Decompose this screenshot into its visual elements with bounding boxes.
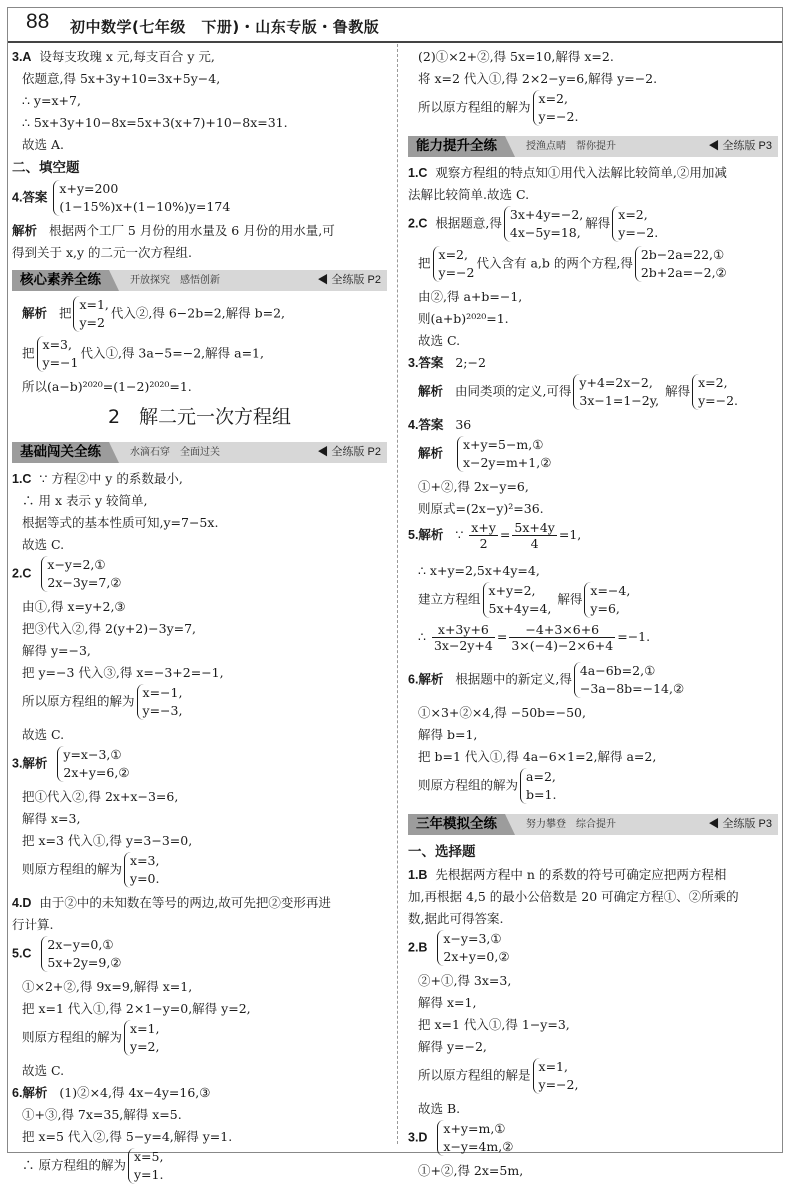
basic-6-part2: (2)①×2+②,得 5x=10,解得 x=2. 将 x=2 代入①,得 2×2−y=6,解得 y=−2. 所以原方程组的解为 x=2, y=−2. [408,46,778,130]
analysis-label: 解析 [12,224,38,238]
page-header [8,8,782,43]
equation-system: 4a−6b=2,① −3a−8b=−14,② [574,662,684,698]
text: 根据两个工厂 5 月份的用水量及 6 月份的用水量,可 [48,223,335,238]
analysis-label: 解析 [418,384,444,399]
text: 解得 b=1, [418,727,478,742]
section-band-mock [408,814,778,835]
question-number: 4.答案 [12,190,48,205]
band-subtitle: 开放探究 感悟创新 [130,275,220,286]
mock-2: 2.B x−y=3,① 2x+y=0,② ②+①,得 3x=3, 解得 x=1, 把 x=1 代入①,得 1−y=3, 解得 y=−2, 所以原方程组的解是 x=1, y=−2, 故选 B. [408,930,778,1120]
section-band-basic [12,442,387,463]
page-number: 88 [26,10,50,33]
text: 把 x=1 代入①,得 1−y=3, [418,1017,570,1032]
text: 解得 x=3, [22,811,81,826]
equation-system: x−y=2,① 2x−3y=7,② [41,556,121,592]
question-number: 5.C [12,946,32,961]
book-title: 初中数学(七年级 下册)・山东专版・鲁教版 [70,18,380,36]
question-number: 1.B [408,868,428,882]
equation-system: y+4=2x−2, 3x−1=1−2y, [573,374,659,410]
text: 解得 y=−3, [22,643,91,658]
text: 行计算. [12,917,54,932]
equation-system: x=2, y=−2. [692,374,738,410]
text: 加,再根据 4,5 的最小公倍数是 20 可确定方程①、②所乘的 [408,889,739,904]
equation-system: x=−4, y=6, [584,582,630,618]
equation-system: x=2, y=−2. [612,206,658,242]
band-subtitle: 水滴石穿 全面过关 [130,447,220,458]
band-reference: ◀ 全练版 P2 [317,446,381,458]
mock-3 [408,1120,778,1182]
text: 由①,得 x=y+2,③ [22,599,126,614]
band-title: 能力提升全练 [408,136,505,157]
text: ①+②,得 2x−y=6, [418,479,529,494]
text: 把 y=−3 代入③,得 x=−3+2=−1, [22,665,224,680]
text: 数,据此可得答案. [408,911,504,926]
question-number: 2.C [408,216,428,231]
band-title: 三年模拟全练 [408,814,505,835]
equation-system: x+y=200 (1−15%)x+(1−10%)y=174 [53,180,230,216]
band-reference: ◀ 全练版 P2 [317,274,381,286]
question-number: 3.解析 [12,756,48,771]
band-subtitle: 努力攀登 综合提升 [526,819,616,830]
basic-5: 5.C 2x−y=0,① 5x+2y=9,② ①×2+②,得 9x=9,解得 x=1, 把 x=1 代入①,得 2×1−y=0,解得 y=2, 则原方程组的解为 x=1, y=2, 故选 C. [12,936,387,1082]
question-number: 3.D [408,1130,428,1145]
question-number: 2.C [12,566,32,581]
equation-system: x=1, y=−2, [533,1058,579,1094]
text: ∴ 5x+3y+10−8x=5x+3(x+7)+10−8x=31. [22,115,288,130]
question-number: 1.C [12,472,32,486]
analysis-label: 解析 [22,306,48,321]
text: ∴ 用 x 表示 y 较简单, [22,493,148,508]
text: 依题意,得 5x+3y+10=3x+5y−4, [22,71,221,86]
fraction: $\frac{x+y}{2}$ [471,520,496,551]
equation-system: 3x+4y=−2, 4x−5y=18, [504,206,583,242]
band-title: 基础闯关全练 [12,442,109,463]
text: 解得 x=1, [418,995,477,1010]
equation-system: x=1, y=2, [124,1020,159,1056]
right-column [408,46,778,1182]
band-reference: ◀ 全练版 P3 [708,818,772,830]
text: 故选 B. [418,1101,461,1116]
text: ①+②,得 2x=5m, [418,1163,524,1178]
fraction: $\frac{-4+3\times 6+6}{3\times(-4)-2\times 6+4}$ [511,622,614,653]
question-number: 2.B [408,940,428,955]
question-number: 1.C [408,166,428,180]
section-title-select: 一、选择题 [408,844,476,860]
analysis-label: 解析 [418,446,444,461]
text: 得到关于 x,y 的二元一次方程组. [12,245,193,260]
basic-1: 1.C ∵ 方程②中 y 的系数最小, ∴ 用 x 表示 y 较简单, 根据等式的基本性质可知,y=7−5x. 故选 C. [12,468,387,556]
equation-system: 2b−2a=22,① 2b+2a=−2,② [635,246,727,282]
ability-3: 3.答案 2;−2 解析 由同类项的定义,可得 y+4=2x−2, 3x−1=1−2y, 解得 x=2, y=−2. [408,355,739,408]
ability-6: 6.解析 根据题中的新定义,得 4a−6b=2,① −3a−8b=−14,② ①×3+②×4,得 −50b=−50, 解得 b=1, 把 b=1 代入①,得 4a−6×1=2,解得 a=2, 则原方程组的解为 a=2, b=1. [408,662,778,808]
equation-system: x=5, y=1. [128,1148,163,1184]
text: 把 x=3 代入①,得 y=3−3=0, [22,833,193,848]
text: 由②,得 a+b=−1, [418,289,523,304]
text: ①×3+②×4,得 −50b=−50, [418,705,586,720]
text: 解得 y=−2, [418,1039,487,1054]
text: ①+③,得 7x=35,解得 x=5. [22,1107,182,1122]
text: 设每支玫瑰 x 元,每支百合 y 元, [39,49,215,64]
chapter-title: 2 解二元一次方程组 [107,406,292,428]
question-number: 3.答案 [408,356,444,370]
core-analysis: 解析 把 x=1, y=2 代入②,得 6−2b=2,解得 b=2, 把 x=3, y=−1 代入①,得 3a−5=−2,解得 a=1, 所以(a−b)²⁰²⁰=(1−2)²⁰²⁰=1. [12,296,387,398]
question-number: 6.解析 [12,1086,48,1100]
text: 故选 C. [22,727,65,742]
text: 则原式=(2x−y)²=36. [418,501,544,516]
equation-system: 2x−y=0,① 5x+2y=9,② [41,936,121,972]
question-number: 4.答案 [408,418,444,432]
text: ∴ x+y=2,5x+4y=4, [418,563,540,578]
ability-1: 1.C 观察方程组的特点知①用代入法解比较简单,②用加减 法解比较简单.故选 C. [408,162,778,206]
equation-system: x+y=5−m,① x−2y=m+1,② [457,436,551,472]
question-number: 5.解析 [408,528,444,542]
text: 故选 C. [22,1063,65,1078]
equation-system: x=−1, y=−3, [137,684,183,720]
answer-4 [12,180,387,264]
text: 把③代入②,得 2(y+2)−3y=7, [22,621,197,636]
fraction: $\frac{x+3y+6}{3x-2y+4}$ [433,622,493,653]
text: 故选 C. [418,333,461,348]
band-subtitle: 授渔点晴 帮你提升 [526,141,616,152]
text: 法解比较简单.故选 C. [408,187,530,202]
text: 故选 C. [22,537,65,552]
basic-3: 3.解析 y=x−3,① 2x+y=6,② 把①代入②,得 2x+x−3=6, 解得 x=3, 把 x=3 代入①,得 y=3−3=0, 则原方程组的解为 x=3, y=0. [12,746,387,892]
equation-system: a=2, b=1. [520,768,556,804]
ability-2: 2.C 根据题意,得 3x+4y=−2, 4x−5y=18, 解得 x=2, y=−2. 把 x=2, y=−2 代入含有 a,b 的两个方程,得 2b−2a=22,① 2b+2a=−2,② 由②,得 a+b=−1, 则(a+b)²⁰²⁰=1. 故选 C. [408,206,778,352]
text: 把 x=5 代入②,得 5−y=4,解得 y=1. [22,1129,233,1144]
equation-system: x=1, y=2 [73,296,108,332]
equation-system: x+y=m,① x−y=4m,② [437,1120,513,1156]
text: ∴ y=x+7, [22,93,81,108]
text: ②+①,得 3x=3, [418,973,512,988]
text: 根据等式的基本性质可知,y=7−5x. [22,515,219,530]
equation-system: x=2, y=−2. [533,90,579,126]
section-title-fill: 二、填空题 [12,160,80,176]
band-title: 核心素养全练 [12,270,109,291]
text: 则(a+b)²⁰²⁰=1. [418,311,509,326]
equation-system: x−y=3,① 2x+y=0,② [437,930,509,966]
column-divider [397,44,398,1144]
mock-1: 1.B 先根据两方程中 n 的系数的符号可确定应把两方程相 加,再根据 4,5 的最小公倍数是 20 可确定方程①、②所乘的 数,据此可得答案. [408,864,778,930]
text: 把 x=1 代入①,得 2×1−y=0,解得 y=2, [22,1001,251,1016]
question-number: 6.解析 [408,672,444,687]
text: 所以(a−b)²⁰²⁰=(1−2)²⁰²⁰=1. [22,379,192,394]
section-band-ability [408,136,778,157]
answer-3a [12,46,387,156]
text: 把 b=1 代入①,得 4a−6×1=2,解得 a=2, [418,749,657,764]
fraction: $\frac{5x+4y}{4}$ [514,520,555,551]
equation-system: x=2, y=−2 [433,246,475,282]
basic-6: 6.解析 (1)②×4,得 4x−4y=16,③ ①+③,得 7x=35,解得 x=5. 把 x=5 代入②,得 5−y=4,解得 y=1. ∴ 原方程组的解为 x=5, y=1. [12,1082,387,1188]
question-number: 3.A [12,50,32,64]
text: ①×2+②,得 9x=9,解得 x=1, [22,979,193,994]
band-reference: ◀ 全练版 P3 [708,140,772,152]
equation-system: x=3, y=0. [124,852,159,888]
ability-4: 4.答案 36 解析 x+y=5−m,① x−2y=m+1,② ①+②,得 2x−y=6, 则原式=(2x−y)²=36. [408,414,778,520]
section-band-core [12,270,387,291]
equation-system: x=3, y=−1 [37,336,79,372]
text: (2)①×2+②,得 5x=10,解得 x=2. [418,49,614,64]
question-number: 4.D [12,896,32,910]
equation-system: x+y=2, 5x+4y=4, [483,582,552,618]
equation-system: y=x−3,① 2x+y=6,② [57,746,129,782]
text: 把①代入②,得 2x+x−3=6, [22,789,179,804]
text: 将 x=2 代入①,得 2×2−y=6,解得 y=−2. [418,71,658,86]
basic-2: 2.C x−y=2,① 2x−3y=7,② 由①,得 x=y+2,③ 把③代入②,得 2(y+2)−3y=7, 解得 y=−3, 把 y=−3 代入③,得 x=−3+2=−1, 所以原方程组的解为 x=−1, y=−3, 故选 C. [12,556,387,746]
basic-4: 4.D 由于②中的未知数在等号的两边,故可先把②变形再进 行计算. [12,892,387,936]
left-column [12,46,387,1188]
text: 故选 A. [22,137,64,152]
ability-5: 5.解析 ∵ $\frac{x+y}{2}$ = $\frac{5x+4y}{4}$ =1, ∴ x+y=2,5x+4y=4, 建立方程组 x+y=2, 5x+4y=4, 解得 x=−4, y=6, ∴ $\frac{x+3y+6}{3x-2y+4}$ = $\frac{-4+3\times 6+6}{3\times(-4)-2\times 6+4}$ =−1. [408,520,778,662]
